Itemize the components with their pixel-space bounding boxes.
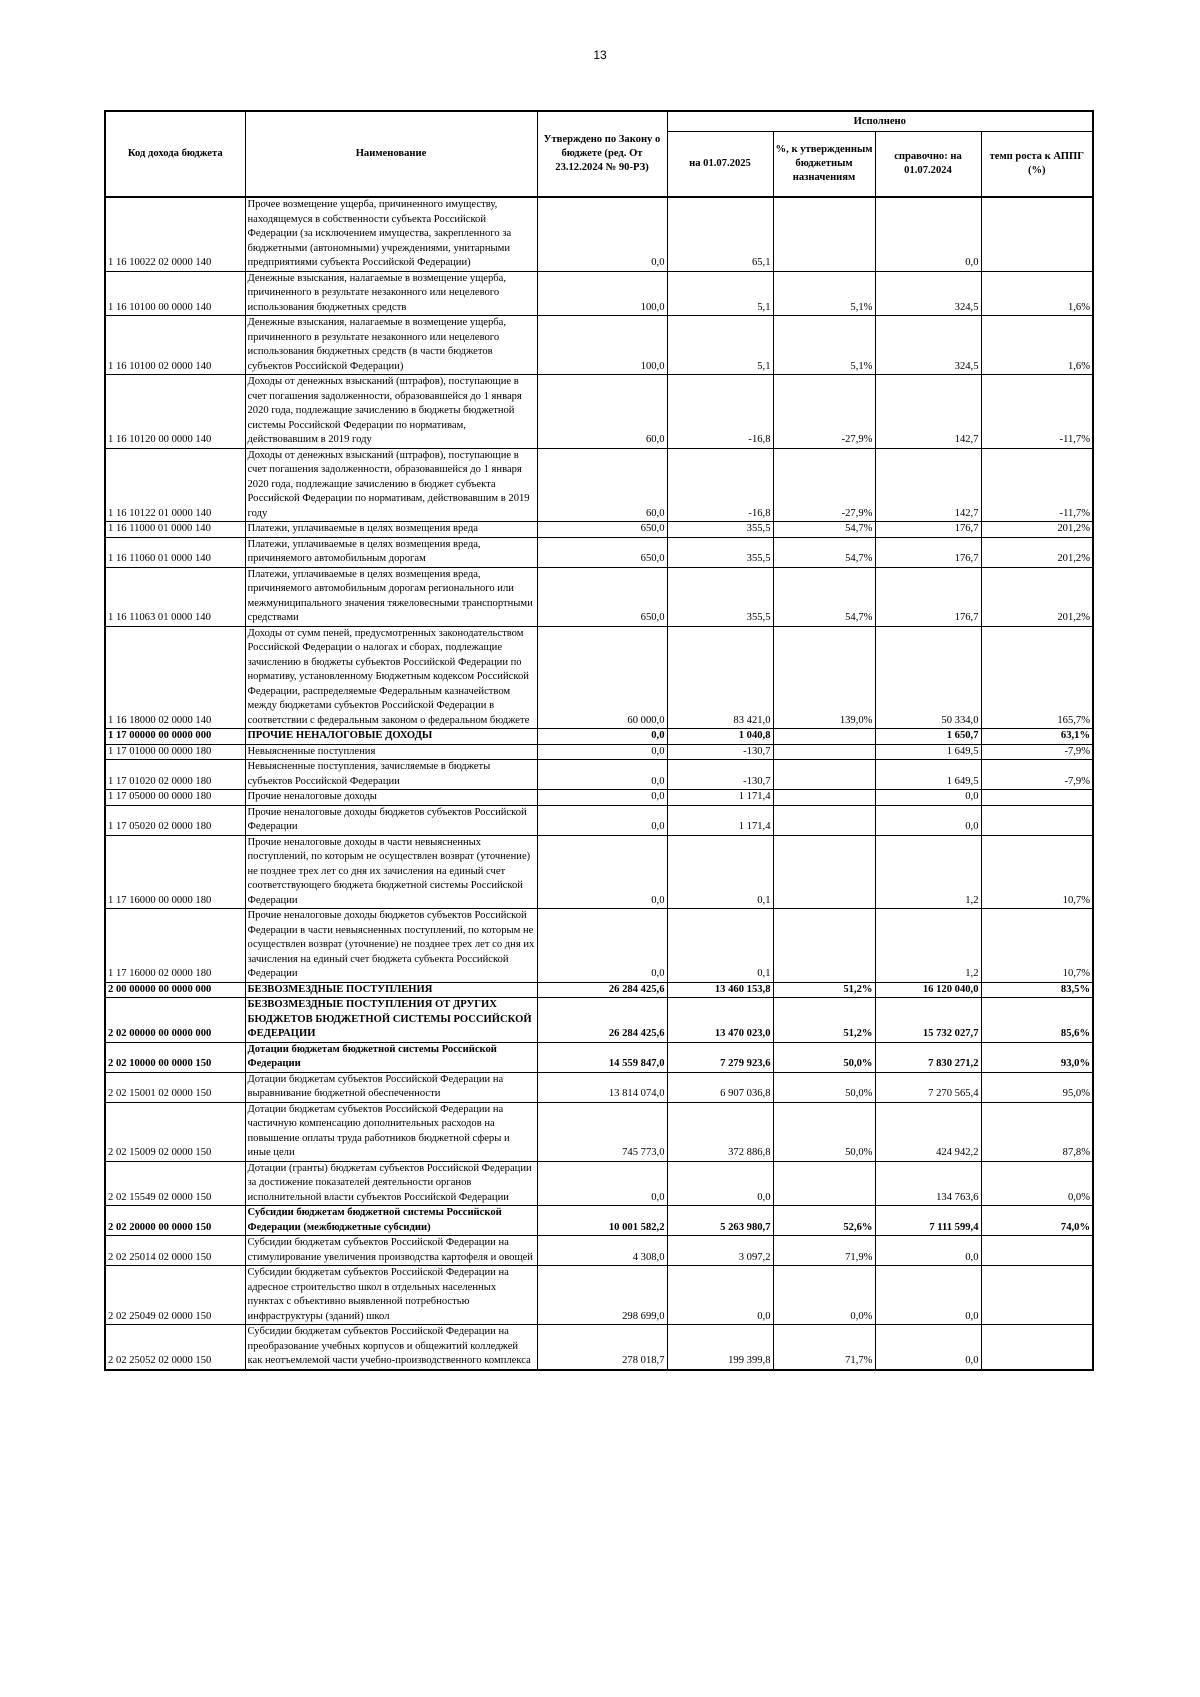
cell-code: 1 17 05000 00 0000 180	[105, 790, 245, 806]
cell-approved: 4 308,0	[537, 1236, 667, 1266]
cell-approved: 0,0	[537, 729, 667, 745]
cell-executed: 6 907 036,8	[667, 1072, 773, 1102]
table-row	[105, 760, 1093, 790]
cell-executed: 1 171,4	[667, 790, 773, 806]
cell-name: Дотации бюджетам бюджетной системы Российской Федерации	[245, 1042, 537, 1072]
cell-reference: 16 120 040,0	[875, 982, 981, 998]
cell-name: Денежные взыскания, налагаемые в возмещение ущерба, причиненного в результате незаконного или нецелевого использования бюджетных средств (в части бюджетов субъектов Российской Федерации)	[245, 316, 537, 375]
cell-name: Прочие неналоговые доходы бюджетов субъектов Российской Федерации в части невыясненных поступлений, по которым не осуществлен возврат (уточнение) не позднее трех лет со дня их зачисления на единый счет бюджета субъекта Российской Федерации	[245, 909, 537, 983]
cell-growth	[981, 197, 1093, 271]
cell-name: Прочие неналоговые доходы бюджетов субъектов Российской Федерации	[245, 805, 537, 835]
cell-percent: 54,7%	[773, 537, 875, 567]
cell-percent: -27,9%	[773, 375, 875, 449]
cell-executed: 0,0	[667, 1161, 773, 1206]
cell-reference: 176,7	[875, 567, 981, 626]
cell-code: 1 16 10100 00 0000 140	[105, 271, 245, 316]
cell-reference: 1 649,5	[875, 744, 981, 760]
table-row	[105, 744, 1093, 760]
table-row	[105, 1325, 1093, 1370]
table-row	[105, 1266, 1093, 1325]
cell-percent	[773, 835, 875, 909]
cell-reference: 7 270 565,4	[875, 1072, 981, 1102]
cell-growth	[981, 1266, 1093, 1325]
cell-name: Прочее возмещение ущерба, причиненного имуществу, находящемуся в собственности субъекта Российской Федерации (за исключением имущества, закрепленного за бюджетными (автономными) учреждениями, унитарными предприятиями субъекта Российской Федерации)	[245, 197, 537, 271]
cell-reference: 50 334,0	[875, 626, 981, 729]
header-on-date: на 01.07.2025	[667, 132, 773, 198]
cell-approved: 0,0	[537, 1161, 667, 1206]
cell-code: 1 16 10122 01 0000 140	[105, 448, 245, 522]
cell-reference: 142,7	[875, 375, 981, 449]
cell-code: 1 17 16000 02 0000 180	[105, 909, 245, 983]
cell-approved: 100,0	[537, 271, 667, 316]
cell-growth: 63,1%	[981, 729, 1093, 745]
cell-code: 2 02 00000 00 0000 000	[105, 998, 245, 1043]
cell-name: Прочие неналоговые доходы в части невыясненных поступлений, по которым не осуществлен возврат (уточнение) не позднее трех лет со дня их зачисления на единый счет соответствующего бюджета бюджетной системы Российской Федерации	[245, 835, 537, 909]
table-row	[105, 729, 1093, 745]
cell-reference: 7 111 599,4	[875, 1206, 981, 1236]
cell-approved: 0,0	[537, 197, 667, 271]
cell-code: 2 02 25049 02 0000 150	[105, 1266, 245, 1325]
cell-code: 2 02 15001 02 0000 150	[105, 1072, 245, 1102]
cell-executed: 65,1	[667, 197, 773, 271]
cell-name: Субсидии бюджетам субъектов Российской Федерации на адресное строительство школ в отдельных населенных пунктах с объективно выявленной потребностью инфраструктуры (зданий) школ	[245, 1266, 537, 1325]
cell-growth: 1,6%	[981, 316, 1093, 375]
cell-reference: 0,0	[875, 1325, 981, 1370]
cell-reference: 15 732 027,7	[875, 998, 981, 1043]
table-row	[105, 1042, 1093, 1072]
cell-percent: 50,0%	[773, 1102, 875, 1161]
cell-growth: 93,0%	[981, 1042, 1093, 1072]
cell-executed: 13 470 023,0	[667, 998, 773, 1043]
cell-percent	[773, 760, 875, 790]
cell-approved: 60,0	[537, 448, 667, 522]
cell-name: Дотации бюджетам субъектов Российской Федерации на частичную компенсацию дополнительных расходов на повышение оплаты труда работников бюджетной сферы и иные цели	[245, 1102, 537, 1161]
cell-percent: 54,7%	[773, 567, 875, 626]
cell-reference: 0,0	[875, 1236, 981, 1266]
cell-code: 2 02 20000 00 0000 150	[105, 1206, 245, 1236]
cell-name: Денежные взыскания, налагаемые в возмещение ущерба, причиненного в результате незаконного или нецелевого использования бюджетных средств	[245, 271, 537, 316]
cell-code: 1 17 16000 00 0000 180	[105, 835, 245, 909]
table-row	[105, 271, 1093, 316]
header-code: Код дохода бюджета	[105, 111, 245, 197]
cell-code: 1 16 10120 00 0000 140	[105, 375, 245, 449]
cell-growth: 165,7%	[981, 626, 1093, 729]
cell-executed: 355,5	[667, 567, 773, 626]
cell-reference: 134 763,6	[875, 1161, 981, 1206]
cell-percent: 5,1%	[773, 271, 875, 316]
cell-name: Субсидии бюджетам бюджетной системы Российской Федерации (межбюджетные субсидии)	[245, 1206, 537, 1236]
table-row	[105, 626, 1093, 729]
cell-executed: 355,5	[667, 522, 773, 538]
cell-approved: 100,0	[537, 316, 667, 375]
table-row	[105, 982, 1093, 998]
cell-code: 2 02 15009 02 0000 150	[105, 1102, 245, 1161]
cell-executed: 5 263 980,7	[667, 1206, 773, 1236]
cell-code: 2 02 25052 02 0000 150	[105, 1325, 245, 1370]
cell-executed: 0,1	[667, 835, 773, 909]
cell-growth: 0,0%	[981, 1161, 1093, 1206]
cell-growth: -7,9%	[981, 760, 1093, 790]
cell-growth: 10,7%	[981, 909, 1093, 983]
cell-percent: 54,7%	[773, 522, 875, 538]
table-row	[105, 316, 1093, 375]
cell-code: 2 02 25014 02 0000 150	[105, 1236, 245, 1266]
cell-executed: 5,1	[667, 271, 773, 316]
cell-percent: 139,0%	[773, 626, 875, 729]
cell-reference: 324,5	[875, 271, 981, 316]
cell-executed: 13 460 153,8	[667, 982, 773, 998]
cell-name: Дотации бюджетам субъектов Российской Федерации на выравнивание бюджетной обеспеченности	[245, 1072, 537, 1102]
cell-growth: 1,6%	[981, 271, 1093, 316]
cell-executed: 199 399,8	[667, 1325, 773, 1370]
cell-approved: 0,0	[537, 744, 667, 760]
cell-code: 1 17 01000 00 0000 180	[105, 744, 245, 760]
cell-approved: 0,0	[537, 790, 667, 806]
cell-executed: 0,0	[667, 1266, 773, 1325]
table-header	[105, 111, 1093, 197]
cell-name: БЕЗВОЗМЕЗДНЫЕ ПОСТУПЛЕНИЯ ОТ ДРУГИХ БЮДЖЕТОВ БЮДЖЕТНОЙ СИСТЕМЫ РОССИЙСКОЙ ФЕДЕРАЦИИ	[245, 998, 537, 1043]
cell-code: 1 17 01020 02 0000 180	[105, 760, 245, 790]
cell-percent	[773, 744, 875, 760]
table-row	[105, 1072, 1093, 1102]
cell-growth: 74,0%	[981, 1206, 1093, 1236]
cell-approved: 0,0	[537, 835, 667, 909]
cell-approved: 650,0	[537, 522, 667, 538]
header-approved: Утверждено по Закону о бюджете (ред. От 23.12.2024 № 90-РЗ)	[537, 111, 667, 197]
cell-approved: 298 699,0	[537, 1266, 667, 1325]
cell-approved: 26 284 425,6	[537, 982, 667, 998]
cell-reference: 1 649,5	[875, 760, 981, 790]
cell-code: 2 02 15549 02 0000 150	[105, 1161, 245, 1206]
table-row	[105, 1102, 1093, 1161]
header-executed: Исполнено	[667, 111, 1093, 132]
cell-code: 2 00 00000 00 0000 000	[105, 982, 245, 998]
cell-percent: 51,2%	[773, 982, 875, 998]
cell-growth	[981, 1325, 1093, 1370]
table-body	[105, 197, 1093, 1370]
cell-reference: 1,2	[875, 835, 981, 909]
table-row	[105, 835, 1093, 909]
cell-reference: 176,7	[875, 522, 981, 538]
cell-growth: 10,7%	[981, 835, 1093, 909]
cell-growth	[981, 1236, 1093, 1266]
table-row	[105, 567, 1093, 626]
cell-name: Прочие неналоговые доходы	[245, 790, 537, 806]
cell-name: Дотации (гранты) бюджетам субъектов Российской Федерации за достижение показателей деятельности органов исполнительной власти субъектов Российской Федерации	[245, 1161, 537, 1206]
cell-percent	[773, 1161, 875, 1206]
cell-approved: 60,0	[537, 375, 667, 449]
cell-growth: 201,2%	[981, 567, 1093, 626]
cell-executed: 83 421,0	[667, 626, 773, 729]
table-row	[105, 805, 1093, 835]
cell-approved: 0,0	[537, 909, 667, 983]
budget-table	[104, 110, 1094, 1371]
table-row	[105, 998, 1093, 1043]
cell-executed: 372 886,8	[667, 1102, 773, 1161]
cell-growth: 83,5%	[981, 982, 1093, 998]
cell-reference: 0,0	[875, 805, 981, 835]
cell-percent: 5,1%	[773, 316, 875, 375]
cell-percent: 51,2%	[773, 998, 875, 1043]
cell-percent: 52,6%	[773, 1206, 875, 1236]
cell-code: 1 16 10022 02 0000 140	[105, 197, 245, 271]
cell-growth: 85,6%	[981, 998, 1093, 1043]
cell-name: Невыясненные поступления, зачисляемые в бюджеты субъектов Российской Федерации	[245, 760, 537, 790]
cell-growth: 95,0%	[981, 1072, 1093, 1102]
cell-percent	[773, 909, 875, 983]
cell-code: 1 16 11063 01 0000 140	[105, 567, 245, 626]
table-row	[105, 1161, 1093, 1206]
cell-reference: 324,5	[875, 316, 981, 375]
cell-growth: 201,2%	[981, 537, 1093, 567]
table-row	[105, 197, 1093, 271]
header-reference: справочно: на 01.07.2024	[875, 132, 981, 198]
cell-executed: 1 040,8	[667, 729, 773, 745]
cell-name: Невыясненные поступления	[245, 744, 537, 760]
cell-name: Платежи, уплачиваемые в целях возмещения вреда, причиняемого автомобильным дорогам	[245, 537, 537, 567]
cell-code: 1 17 05020 02 0000 180	[105, 805, 245, 835]
cell-percent	[773, 790, 875, 806]
page-number: 13	[593, 48, 607, 62]
cell-name: Доходы от денежных взысканий (штрафов), поступающие в счет погашения задолженности, образовавшейся до 1 января 2020 года, подлежащие зачислению в бюджет субъекта Российской Федерации по нормативам, действовавшим в 2019 году	[245, 448, 537, 522]
cell-reference: 1 650,7	[875, 729, 981, 745]
cell-growth	[981, 790, 1093, 806]
table-row	[105, 1236, 1093, 1266]
table-row	[105, 790, 1093, 806]
header-growth: темп роста к АППГ (%)	[981, 132, 1093, 198]
cell-percent	[773, 197, 875, 271]
cell-code: 1 16 11060 01 0000 140	[105, 537, 245, 567]
cell-code: 2 02 10000 00 0000 150	[105, 1042, 245, 1072]
cell-growth: 201,2%	[981, 522, 1093, 538]
cell-executed: 0,1	[667, 909, 773, 983]
cell-reference: 0,0	[875, 197, 981, 271]
cell-percent: 50,0%	[773, 1072, 875, 1102]
cell-reference: 0,0	[875, 1266, 981, 1325]
cell-reference: 424 942,2	[875, 1102, 981, 1161]
cell-executed: -16,8	[667, 375, 773, 449]
cell-reference: 176,7	[875, 537, 981, 567]
cell-code: 1 16 18000 02 0000 140	[105, 626, 245, 729]
cell-executed: -130,7	[667, 760, 773, 790]
cell-percent: 0,0%	[773, 1266, 875, 1325]
cell-code: 1 16 11000 01 0000 140	[105, 522, 245, 538]
cell-growth: -11,7%	[981, 375, 1093, 449]
cell-approved: 650,0	[537, 537, 667, 567]
cell-percent	[773, 805, 875, 835]
cell-code: 1 16 10100 02 0000 140	[105, 316, 245, 375]
table-row	[105, 448, 1093, 522]
cell-reference: 0,0	[875, 790, 981, 806]
cell-percent: 50,0%	[773, 1042, 875, 1072]
cell-executed: 3 097,2	[667, 1236, 773, 1266]
cell-approved: 14 559 847,0	[537, 1042, 667, 1072]
cell-approved: 0,0	[537, 760, 667, 790]
cell-executed: -16,8	[667, 448, 773, 522]
cell-percent	[773, 729, 875, 745]
cell-name: Платежи, уплачиваемые в целях возмещения вреда	[245, 522, 537, 538]
header-name: Наименование	[245, 111, 537, 197]
cell-reference: 7 830 271,2	[875, 1042, 981, 1072]
cell-name: Субсидии бюджетам субъектов Российской Федерации на стимулирование увеличения производства картофеля и овощей	[245, 1236, 537, 1266]
cell-approved: 278 018,7	[537, 1325, 667, 1370]
cell-approved: 0,0	[537, 805, 667, 835]
cell-growth: 87,8%	[981, 1102, 1093, 1161]
cell-approved: 26 284 425,6	[537, 998, 667, 1043]
cell-growth	[981, 805, 1093, 835]
cell-executed: 355,5	[667, 537, 773, 567]
cell-reference: 1,2	[875, 909, 981, 983]
cell-approved: 10 001 582,2	[537, 1206, 667, 1236]
table-row	[105, 375, 1093, 449]
cell-approved: 650,0	[537, 567, 667, 626]
cell-executed: 5,1	[667, 316, 773, 375]
table-row	[105, 1206, 1093, 1236]
table-row	[105, 909, 1093, 983]
cell-name: ПРОЧИЕ НЕНАЛОГОВЫЕ ДОХОДЫ	[245, 729, 537, 745]
cell-executed: 1 171,4	[667, 805, 773, 835]
header-percent: %, к утвержденным бюджетным назначениям	[773, 132, 875, 198]
cell-name: Платежи, уплачиваемые в целях возмещения вреда, причиняемого автомобильным дорогам регионального или межмуниципального значения тяжеловесными транспортными средствами	[245, 567, 537, 626]
cell-reference: 142,7	[875, 448, 981, 522]
cell-name: Доходы от сумм пеней, предусмотренных законодательством Российской Федерации о налогах и сборах, подлежащие зачислению в бюджеты субъектов Российской Федерации по нормативу, установленному Бюджетным кодексом Российской Федерации, распределяемые Федеральным казначейством между бюджетами субъектов Российской Федерации в соответствии с федеральным законом о федеральном бюджете	[245, 626, 537, 729]
cell-percent: 71,7%	[773, 1325, 875, 1370]
cell-approved: 13 814 074,0	[537, 1072, 667, 1102]
cell-approved: 60 000,0	[537, 626, 667, 729]
cell-name: Субсидии бюджетам субъектов Российской Федерации на преобразование учебных корпусов и общежитий колледжей как неотъемлемой части учебно-производственного комплекса	[245, 1325, 537, 1370]
cell-executed: 7 279 923,6	[667, 1042, 773, 1072]
cell-code: 1 17 00000 00 0000 000	[105, 729, 245, 745]
cell-growth: -11,7%	[981, 448, 1093, 522]
cell-percent: 71,9%	[773, 1236, 875, 1266]
table-row	[105, 522, 1093, 538]
cell-name: Доходы от денежных взысканий (штрафов), поступающие в счет погашения задолженности, образовавшейся до 1 января 2020 года, подлежащие зачислению в бюджеты бюджетной системы Российской Федерации по нормативам, действовавшим в 2019 году	[245, 375, 537, 449]
cell-approved: 745 773,0	[537, 1102, 667, 1161]
cell-growth: -7,9%	[981, 744, 1093, 760]
cell-executed: -130,7	[667, 744, 773, 760]
cell-name: БЕЗВОЗМЕЗДНЫЕ ПОСТУПЛЕНИЯ	[245, 982, 537, 998]
table-row	[105, 537, 1093, 567]
cell-percent: -27,9%	[773, 448, 875, 522]
